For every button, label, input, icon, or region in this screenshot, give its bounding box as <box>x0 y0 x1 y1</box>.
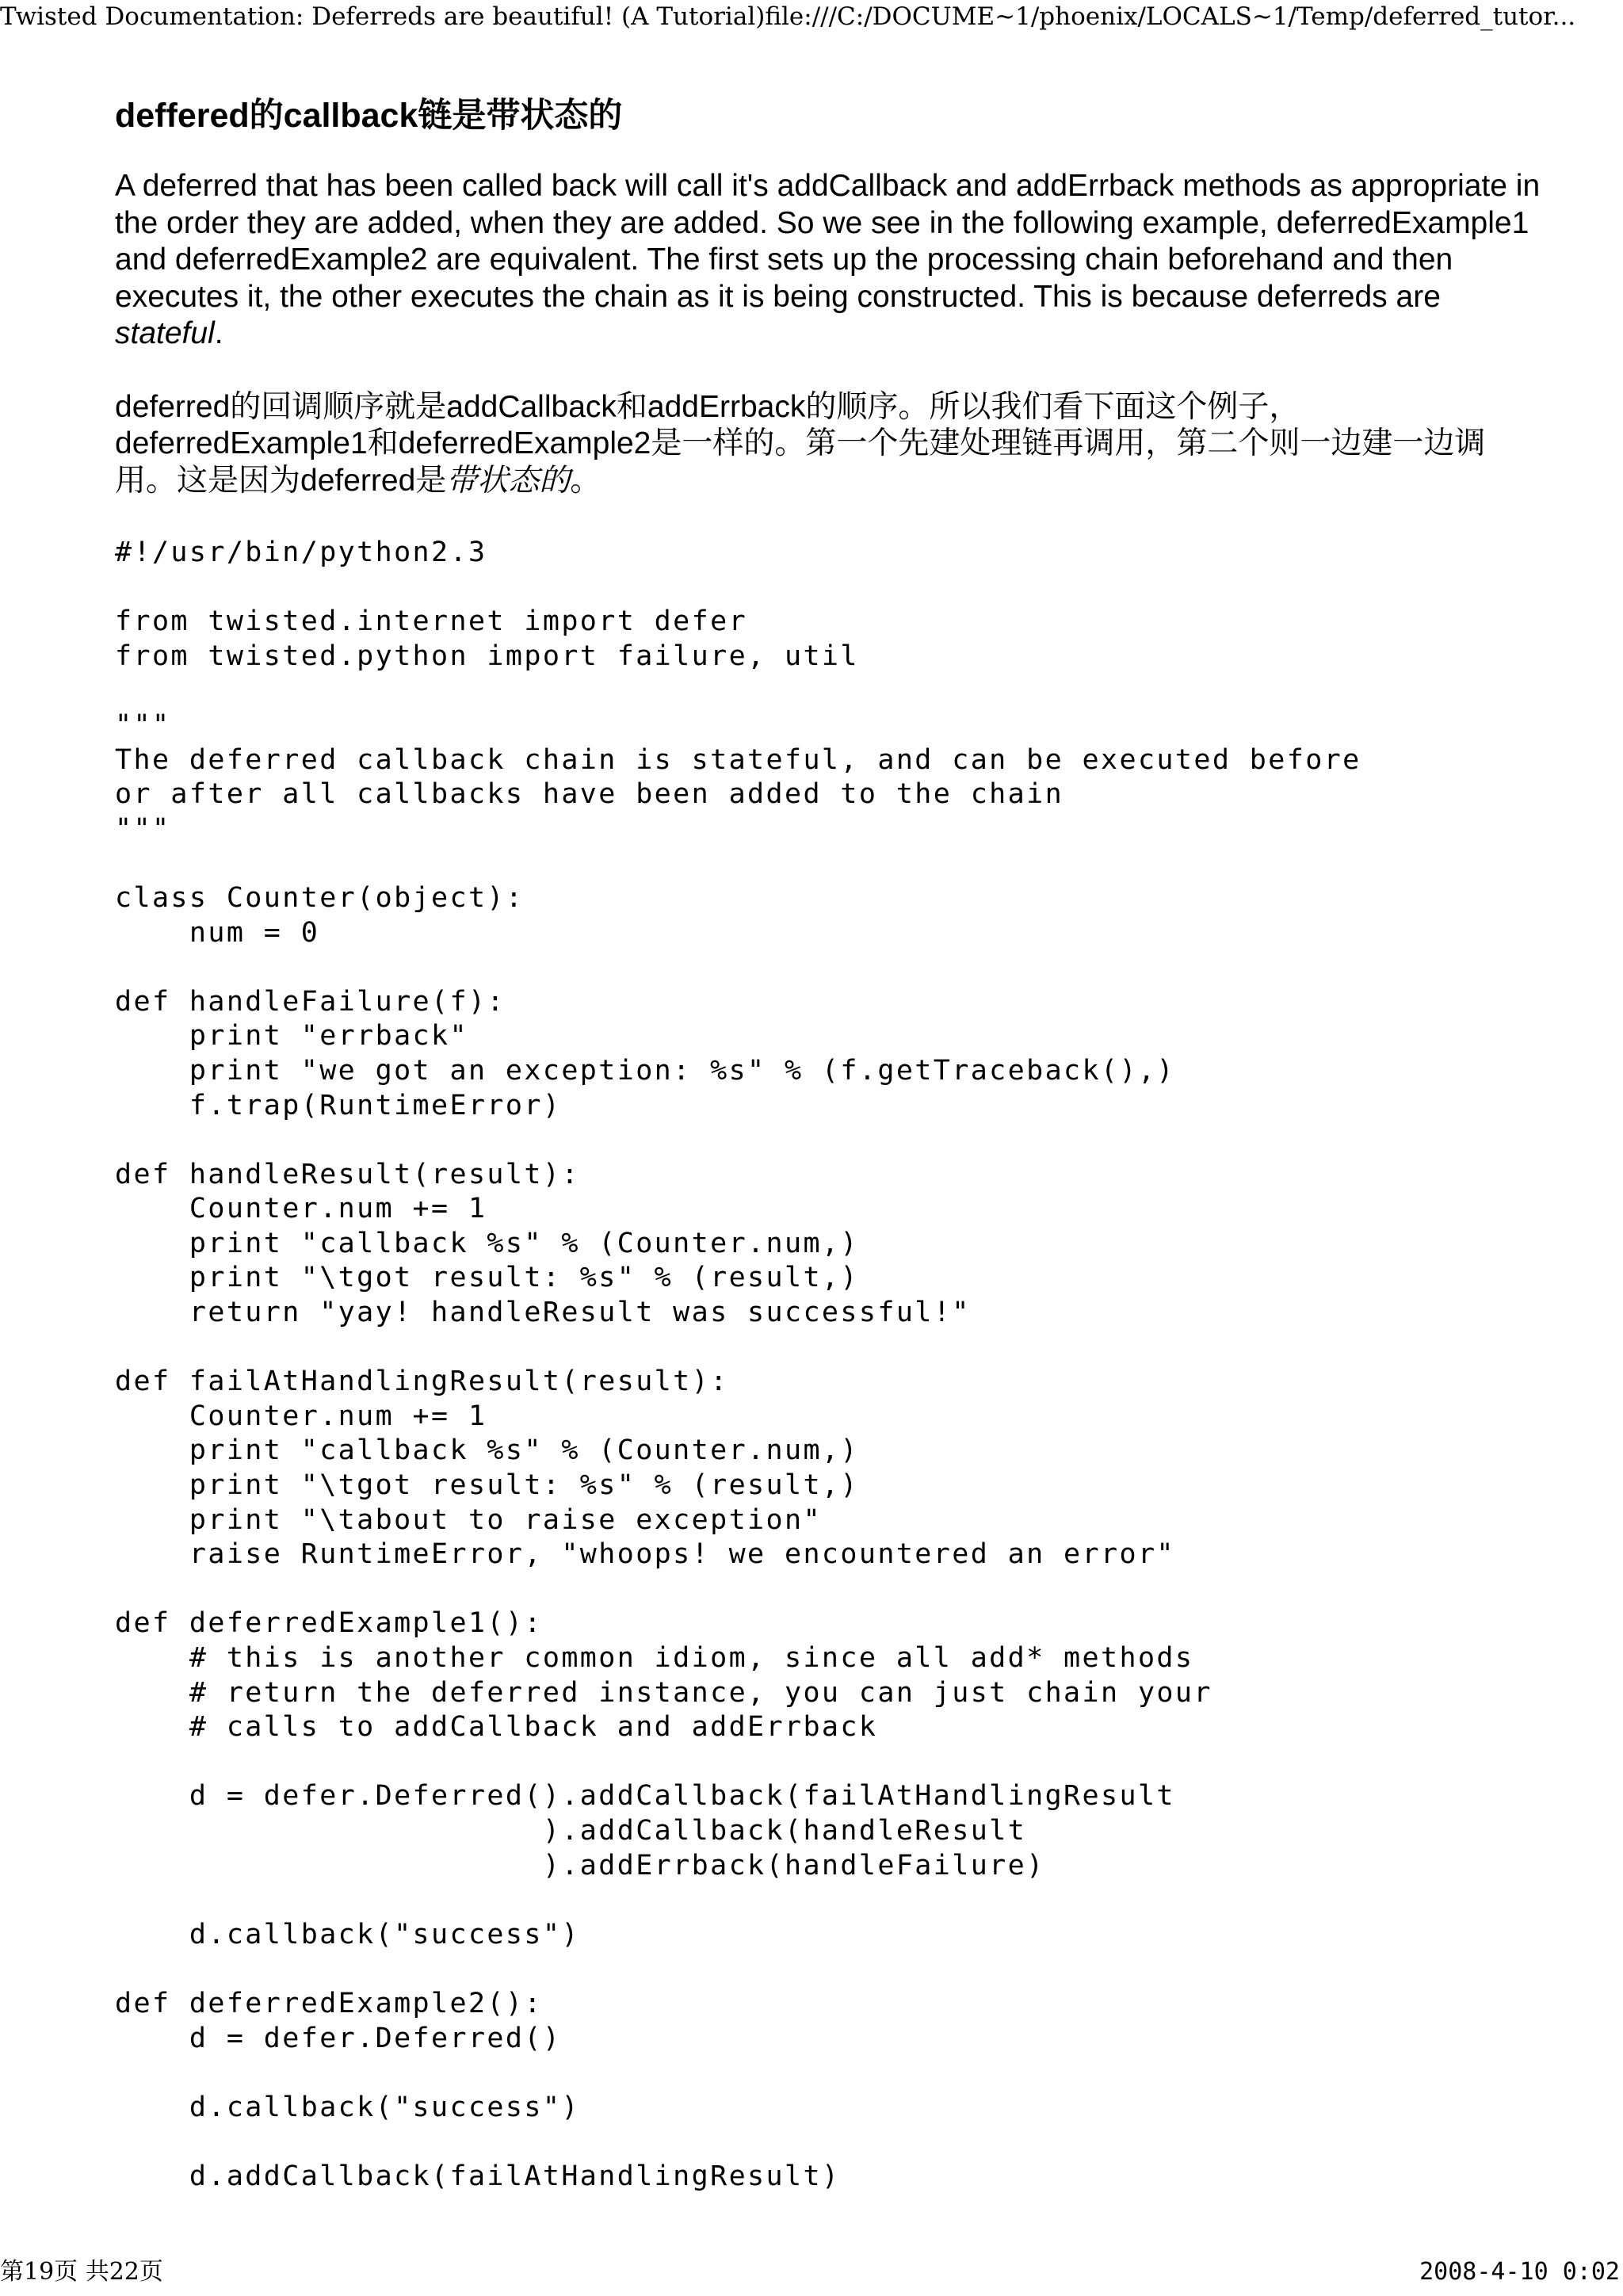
page-number: 第19页 共22页 <box>0 2258 163 2286</box>
document-url: file:///C:/DOCUME~1/phoenix/LOCALS~1/Temp/deferred_tutor... <box>765 2 1576 31</box>
paragraph-chinese <box>115 389 1541 500</box>
paragraph-english-text: A deferred that has been called back will call it's addCallback and addErrback methods as appropriate in the order they are added, when they are added. So we see in the following example, deferredExample1 and deferredExample2 are equivalent. The first sets up the processing chain beforehand and then executes it, the other executes the chain as it is being constructed. This is because deferreds are <box>115 169 1541 314</box>
print-datetime: 2008-4-10 0:02 <box>1419 2258 1620 2286</box>
paragraph-chinese-tail: 。 <box>570 463 601 498</box>
paragraph-english-tail: . <box>214 316 223 350</box>
document-body <box>115 94 1541 2195</box>
paragraph-chinese-text: deferred的回调顺序就是addCallback和addErrback的顺序。所以我们看下面这个例子，deferredExample1和deferredExample2是一样的。第一个先建处理链再调用，第二个则一边建一边调用。这是因为deferred是 <box>115 389 1486 498</box>
code-block: #!/usr/bin/python2.3 from twisted.internet import defer from twisted.python import failure, util """ The deferred callback chain is stateful, and can be executed before or after all callbacks have been added to the chain """ class Counter(object): num = 0 def handleFailure(f): print "errback" print "we got an exception: %s" % (f.getTraceback(),) f.trap(RuntimeError) def handleResult(result): Counter.num += 1 print "callback %s" % (Counter.num,) print "\tgot result: %s" % (result,) return "yay! handleResult was successful!" def failAtHandlingResult(result): Counter.num += 1 print "callback %s" % (Counter.num,) print "\tgot result: %s" % (result,) print "\tabout to raise exception" raise RuntimeError, "whoops! we encountered an error" def deferredExample1(): # this is another common idiom, since all add* methods # return the deferred instance, you can just chain your # calls to addCallback and addErrback d = defer.Deferred().addCallback(failAtHandlingResult ).addCallback(handleResult ).addErrback(handleFailure) d.callback("success") def deferredExample2(): d = defer.Deferred() d.callback("success") d.addCallback(failAtHandlingResult) <box>115 537 1361 2192</box>
print-header <box>0 2 1623 32</box>
paragraph-english <box>115 168 1541 353</box>
section-heading: deffered的callback链是带状态的 <box>115 97 623 135</box>
paragraph-chinese-emphasis: 带状态的 <box>446 463 571 498</box>
document-title: Twisted Documentation: Deferreds are beautiful! (A Tutorial) <box>0 2 766 31</box>
paragraph-english-emphasis: stateful <box>115 316 215 350</box>
